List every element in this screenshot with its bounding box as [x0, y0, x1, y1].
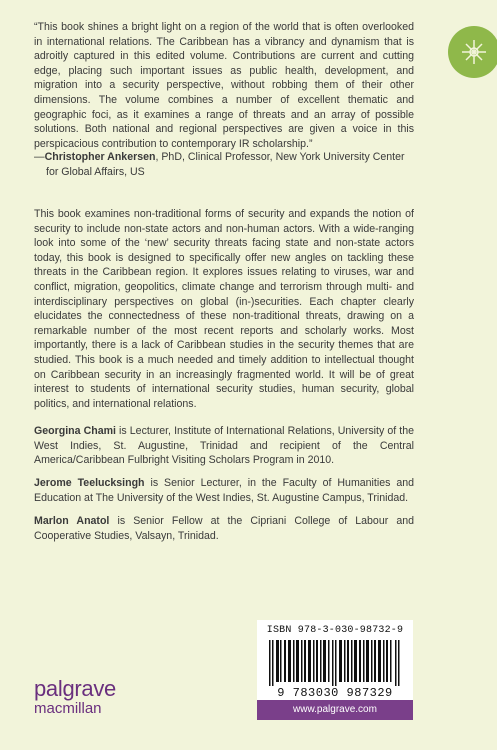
publisher-logo	[448, 26, 497, 78]
attribution-line1: , PhD, Clinical Professor, New York University Center	[155, 151, 405, 163]
review-quote: “This book shines a bright light on a region of the world that is often overlooked in international relations. The Caribbean has a vibrancy and dynamism that is adroitly captured in this edited volume. Contributions are current and cutting edge, placing such important issues as public health, development, and migration into a security perspective, without robbing them of their other dimensions. The volume combines a number of excellent thematic and geographic foci, as it examines a range of threats and an array of possible solutions. Both national and regional perspectives are given a voice in this perspicacious contribution to contemporary IR scholarship.”	[34, 21, 414, 150]
logo-line1: palgrave	[34, 676, 116, 701]
author-bio	[34, 424, 414, 468]
book-description: This book examines non-traditional forms of security and expands the notion of security to include non-state actors and non-human actors. With a wide-ranging look into some of the ‘new’ security threats facing state and non-state actors today, this book is designed to specifically offer new angles on tackling these threats in the Caribbean region. It explores issues relating to viruses, war and conflict, migration, geopolitics, climate change and terrorism through multi- and interdisciplinary perspectives on global (in-)securities. Each chapter clearly elucidates the connectedness of these non-traditional threats, drawing on a remarkable number of the most recent reports and scholarly works. Most importantly, there is a lack of Caribbean studies in the security themes that are studied. This book is a much needed and timely addition to intellectual thought on Caribbean security in an increasingly fragmented world. It will be of great interest to students of international security studies, human security, global politics, and international relations.	[34, 208, 414, 410]
isbn-barcode-box	[257, 620, 413, 704]
author-bio-text: is Lecturer, Institute of International Relations, University of the West Indies, St. Augustine, Trinidad and recipient of the Central America/Caribbean Fulbright Visiting Scholars Program in 2010.	[34, 425, 414, 467]
palgrave-macmillan-logo	[34, 678, 116, 718]
barcode-number: 9 783030 987329	[277, 686, 393, 700]
attribution-name: Christopher Ankersen	[44, 151, 156, 163]
attribution-dash: —	[34, 151, 45, 163]
publisher-url[interactable]: www.palgrave.com	[257, 700, 413, 720]
author-name: Jerome Teelucksingh	[34, 477, 145, 489]
barcode-graphic	[269, 640, 401, 686]
attribution-line2: for Global Affairs, US	[46, 165, 145, 178]
isbn-label: ISBN 978-3-030-98732-9	[266, 625, 404, 636]
author-name: Georgina Chami	[34, 425, 116, 437]
author-bio	[34, 476, 414, 505]
author-bio-text: is Senior Lecturer, in the Faculty of Humanities and Education at The University of the West Indies, St. Augustine Campus, Trinidad.	[34, 477, 414, 504]
author-bio	[34, 514, 414, 543]
logo-line2: macmillan	[34, 700, 102, 717]
springer-horse-icon	[460, 38, 488, 66]
author-name: Marlon Anatol	[34, 515, 110, 527]
author-bio-text: is Senior Fellow at the Cipriani College of Labour and Cooperative Studies, Valsayn, Trinidad.	[34, 515, 414, 542]
quote-attribution	[34, 150, 414, 179]
